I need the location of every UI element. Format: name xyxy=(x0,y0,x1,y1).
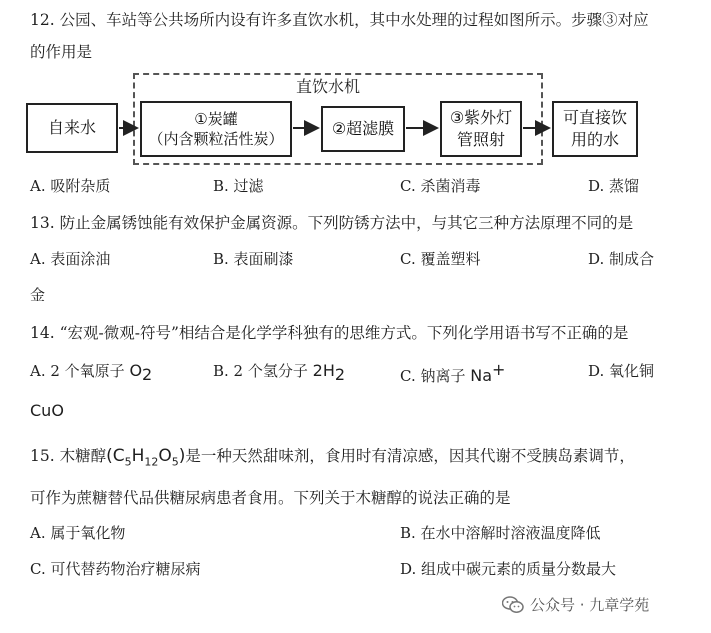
q14-option-a[interactable] xyxy=(30,360,152,384)
uv-lamp-label-line1: ③紫外灯 xyxy=(449,108,513,128)
q12-option-a[interactable]: A. 吸附杂质 xyxy=(30,177,111,195)
q14-option-b[interactable] xyxy=(213,360,345,384)
q13-option-d-wrap: 金 xyxy=(30,286,46,304)
q15-stem-post: 是一种天然甜味剂，食用时有清凉感，因其代谢不受胰岛素调节， xyxy=(185,447,635,465)
q15-stem-pre: 15. 木糖醇 xyxy=(30,447,107,465)
formula-o: O xyxy=(158,446,172,466)
formula-h-sub: 12 xyxy=(144,455,159,469)
q13-stem: 13. 防止金属锈蚀能有效保护金属资源。下列防锈方法中，与其它三种方法原理不同的是 xyxy=(30,214,634,232)
q14-option-c[interactable] xyxy=(400,360,505,386)
drinkable-water-line2: 用的水 xyxy=(570,130,619,149)
q14-option-b-formula: 2H xyxy=(312,361,335,380)
formula-h: H xyxy=(131,446,145,466)
q15-option-a[interactable]: A. 属于氧化物 xyxy=(30,524,126,542)
q13-option-b[interactable]: B. 表面刷漆 xyxy=(213,250,294,268)
q14-option-b-text: B. 2 个氢分子 xyxy=(213,362,313,380)
q12-option-d[interactable]: D. 蒸馏 xyxy=(588,177,640,195)
q12-stem-line2: 的作用是 xyxy=(30,43,93,61)
drinkable-water-line1: 可直接饮 xyxy=(562,108,627,128)
process-arrows xyxy=(0,0,711,200)
q12-option-b[interactable]: B. 过滤 xyxy=(213,177,264,195)
q14-option-c-text: C. 钠离子 xyxy=(400,367,471,385)
watermark-text: 公众号 · 九章学苑 xyxy=(530,596,650,614)
q14-option-b-sub: 2 xyxy=(334,365,346,384)
wechat-icon xyxy=(502,596,524,614)
q12-option-c[interactable]: C. 杀菌消毒 xyxy=(400,177,481,195)
q12-stem-line1: 12. 公园、车站等公共场所内设有许多直饮水机，其中水处理的过程如图所示。步骤③对应 xyxy=(30,11,649,29)
formula-c-sub: 5 xyxy=(124,455,132,469)
q14-option-c-formula: Na xyxy=(470,366,493,385)
carbon-tank-label: ①炭罐 xyxy=(194,109,238,128)
q13-option-d[interactable]: D. 制成合 xyxy=(588,250,655,268)
q15-stem-line2: 可作为蔗糖替代品供糖尿病患者食用。下列关于木糖醇的说法正确的是 xyxy=(30,489,511,507)
q15-option-c[interactable]: C. 可代替药物治疗糖尿病 xyxy=(30,560,201,578)
uv-lamp-label-line2: 管照射 xyxy=(456,130,505,149)
q14-stem: 14. “宏观-微观-符号”相结合是化学学科独有的思维方式。下列化学用语书写不正确的是 xyxy=(30,324,629,342)
q15-stem-line1 xyxy=(30,444,635,468)
ultrafiltration-label: ②超滤膜 xyxy=(331,119,395,139)
q14-option-c-sup: + xyxy=(492,360,506,379)
carbon-tank-note: （内含颗粒活性炭） xyxy=(148,130,284,148)
q14-option-a-text: A. 2 个氧原子 xyxy=(30,362,130,380)
watermark xyxy=(502,594,649,615)
tap-water-label: 自来水 xyxy=(47,118,96,138)
q14-option-a-formula: O xyxy=(129,361,143,380)
q13-option-c[interactable]: C. 覆盖塑料 xyxy=(400,250,481,268)
q13-option-a[interactable]: A. 表面涂油 xyxy=(30,250,111,268)
q14-option-d[interactable]: D. 氧化铜 xyxy=(588,362,655,380)
xylitol-formula: $(C_5H_{12}O_5)$ xyxy=(106,446,186,469)
q15-option-b[interactable]: B. 在水中溶解时溶液温度降低 xyxy=(400,524,601,542)
formula-c: C xyxy=(112,446,125,466)
dispenser-group-label: 直饮水机 xyxy=(296,77,361,96)
formula-o-sub: 5 xyxy=(171,455,179,469)
q15-option-d[interactable]: D. 组成中碳元素的质量分数最大 xyxy=(400,560,617,578)
q14-option-d-wrap: CuO xyxy=(30,401,64,420)
q14-option-a-sub: 2 xyxy=(142,365,153,384)
